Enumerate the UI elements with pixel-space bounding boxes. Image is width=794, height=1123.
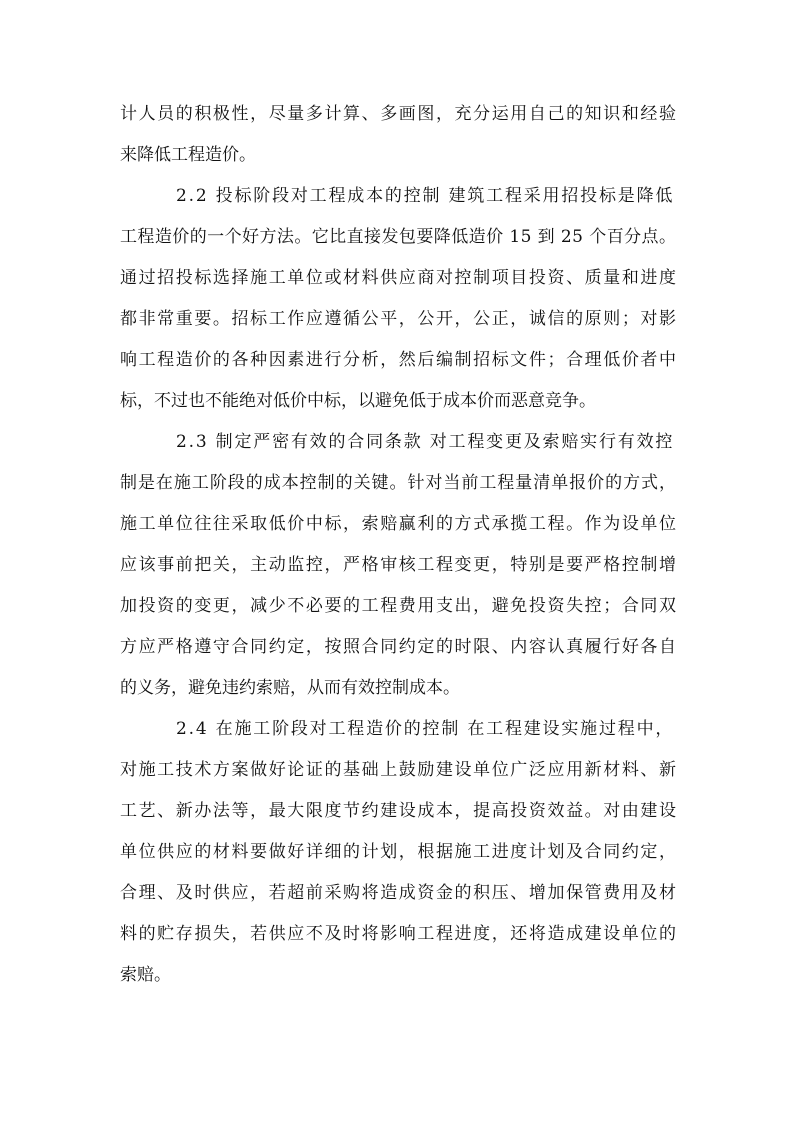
text-line: 制是在施工阶段的成本控制的关键。针对当前工程量清单报价的方式， [120,473,677,493]
text-line: 加投资的变更，减少不必要的工程费用支出，避免投资失控；合同双 [120,596,678,616]
text-line: 单位供应的材料要做好详细的计划，根据施工进度计划及合同约定， [120,842,678,862]
text-line: 工程造价的一个好方法。它比直接发包要降低造价 15 到 25 个百分点。 [120,227,677,247]
text-line: 来降低工程造价。 [120,145,256,165]
body-text [120,94,676,996]
section-heading-line: 2.2 投标阶段对工程成本的控制 建筑工程采用招投标是降低 [176,186,675,206]
text-line: 料的贮存损失，若供应不及时将影响工程进度，还将造成建设单位的 [120,924,678,944]
text-line: 应该事前把关，主动监控，严格审核工程变更，特别是要严格控制增 [120,555,678,575]
text-line: 通过招投标选择施工单位或材料供应商对控制项目投资、质量和进度 [120,268,678,288]
text-line: 响工程造价的各种因素进行分析，然后编制招标文件；合理低价者中 [120,350,678,370]
text-line: 合理、及时供应，若超前采购将造成资金的积压、增加保管费用及材 [120,883,678,903]
text-line: 标，不过也不能绝对低价中标，以避免低于成本价而恶意竞争。 [120,391,596,411]
text-line: 对施工技术方案做好论证的基础上鼓励建设单位广泛应用新材料、新 [120,760,678,780]
text-line: 索赔。 [120,965,171,985]
text-line: 都非常重要。招标工作应遵循公平，公开，公正，诚信的原则；对影 [120,309,678,329]
text-line: 施工单位往往采取低价中标，索赔赢利的方式承揽工程。作为设单位 [120,514,678,534]
text-line: 工艺、新办法等，最大限度节约建设成本，提高投资效益。对由建设 [120,801,678,821]
text-line: 的义务，避免违约索赔，从而有效控制成本。 [120,678,460,698]
section-heading-line: 2.3 制定严密有效的合同条款 对工程变更及索赔实行有效控 [176,432,675,452]
section-heading-line: 2.4 在施工阶段对工程造价的控制 在工程建设实施过程中， [176,719,675,739]
text-line: 计人员的积极性，尽量多计算、多画图，充分运用自己的知识和经验 [120,104,678,124]
text-line: 方应严格遵守合同约定，按照合同约定的时限、内容认真履行好各自 [120,637,678,657]
